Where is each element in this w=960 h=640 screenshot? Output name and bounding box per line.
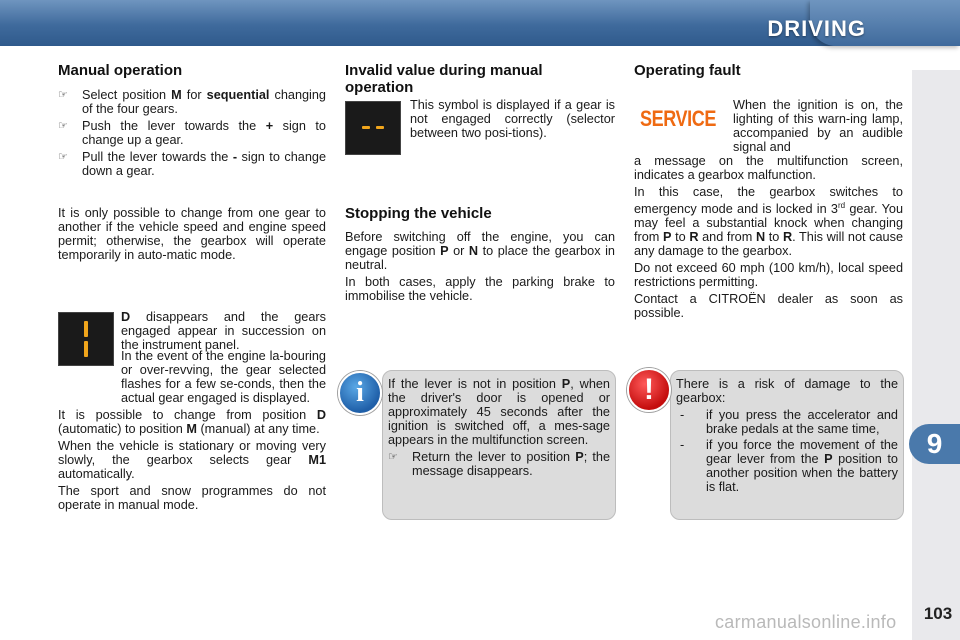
manual-bullets [58, 88, 326, 181]
manual-more-text: In the event of the engine la-bouring or over-revving, the gear selected flashes for a few se-conds, then the actual gear engaged is displayed. It is possible to change from position D (automatic) to position M (manual) at any time. When the vehicle is stationary or moving very slowly, the gearbox selects gear M1 automatically. The sport and snow programmes do not operate in manual mode. [58, 349, 326, 512]
chapter-number: 9 [926, 428, 943, 459]
operating-fault-heading: Operating fault [634, 62, 741, 79]
invalid-value-heading: Invalid value during manual operation [345, 62, 543, 96]
list-item: ☞ Push the lever towards the + sign to change up a gear. [58, 119, 326, 147]
warning-icon: ! [627, 368, 671, 412]
watermark: carmanualsonline.info [715, 612, 897, 632]
chapter-title: DRIVING [767, 16, 866, 41]
finger-pointer-icon: ☞ [58, 151, 68, 163]
list-item: ☞ Return the lever to position P; the message disappears. [388, 450, 611, 478]
invalid-value-text: This symbol is displayed if a gear is not engaged correctly (selector between two posi-tions). [410, 98, 615, 140]
finger-pointer-icon: ☞ [388, 451, 398, 463]
warning-box-text: There is a risk of damage to the gearbox: - if you press the accelerator and brake pedals at the same time, - if you force the movement of the gear lever from the P position to another position when the battery is flat. [676, 377, 898, 494]
finger-pointer-icon: ☞ [58, 120, 68, 132]
chapter-tab [909, 424, 960, 464]
info-icon: i [338, 371, 382, 415]
list-item: - if you press the accelerator and brake pedals at the same time, [680, 408, 898, 436]
invalid-gear-lamp [345, 101, 401, 155]
stopping-vehicle-heading: Stopping the vehicle [345, 205, 492, 222]
list-item: ☞ Pull the lever towards the - sign to change down a gear. [58, 150, 326, 178]
list-item: ☞ Select position M for sequential changing of the four gears. [58, 88, 326, 116]
page-number: 103 [923, 604, 953, 623]
stopping-vehicle-text: Before switching off the engine, you can engage position P or N to place the gearbox in neutral. In both cases, apply the parking brake to immobilise the vehicle. [345, 230, 615, 303]
speed-paragraph: It is only possible to change from one gear to another if the vehicle speed and engine speed permit; otherwise, the gearbox will operate temporarily in auto-matic mode. [58, 206, 326, 262]
list-item: - if you force the movement of the gear lever from the P position to another position when the battery is flat. [680, 438, 898, 494]
page-sidebar [912, 70, 960, 640]
manual-operation-heading: Manual operation [58, 62, 183, 79]
d-paragraph: D disappears and the gears engaged appear in succession on the instrument panel. [121, 310, 326, 352]
service-warning-lamp: SERVICE [640, 106, 717, 131]
finger-pointer-icon: ☞ [58, 89, 68, 101]
info-box-text: If the lever is not in position P, when the driver's door is opened or approximately 45 seconds after the ignition is switched off, a mes-sage appears in the multifunction screen. ☞ Return the lever to position P; the message disappears. [388, 377, 611, 478]
operating-fault-text: When the ignition is on, the lighting of this warn-ing lamp, accompanied by an audible signal and a message on the multifunction screen, indicates a gearbox malfunction. In this case, the gearbox switches to emergency mode and is locked in 3rd gear. You may feel a substantial knock when changing from P to R and from N to R. This will not cause any damage to the gearbox. Do not exceed 60 mph (100 km/h), local speed restrictions permitting. Contact a CITROËN dealer as soon as possible. [634, 98, 904, 321]
